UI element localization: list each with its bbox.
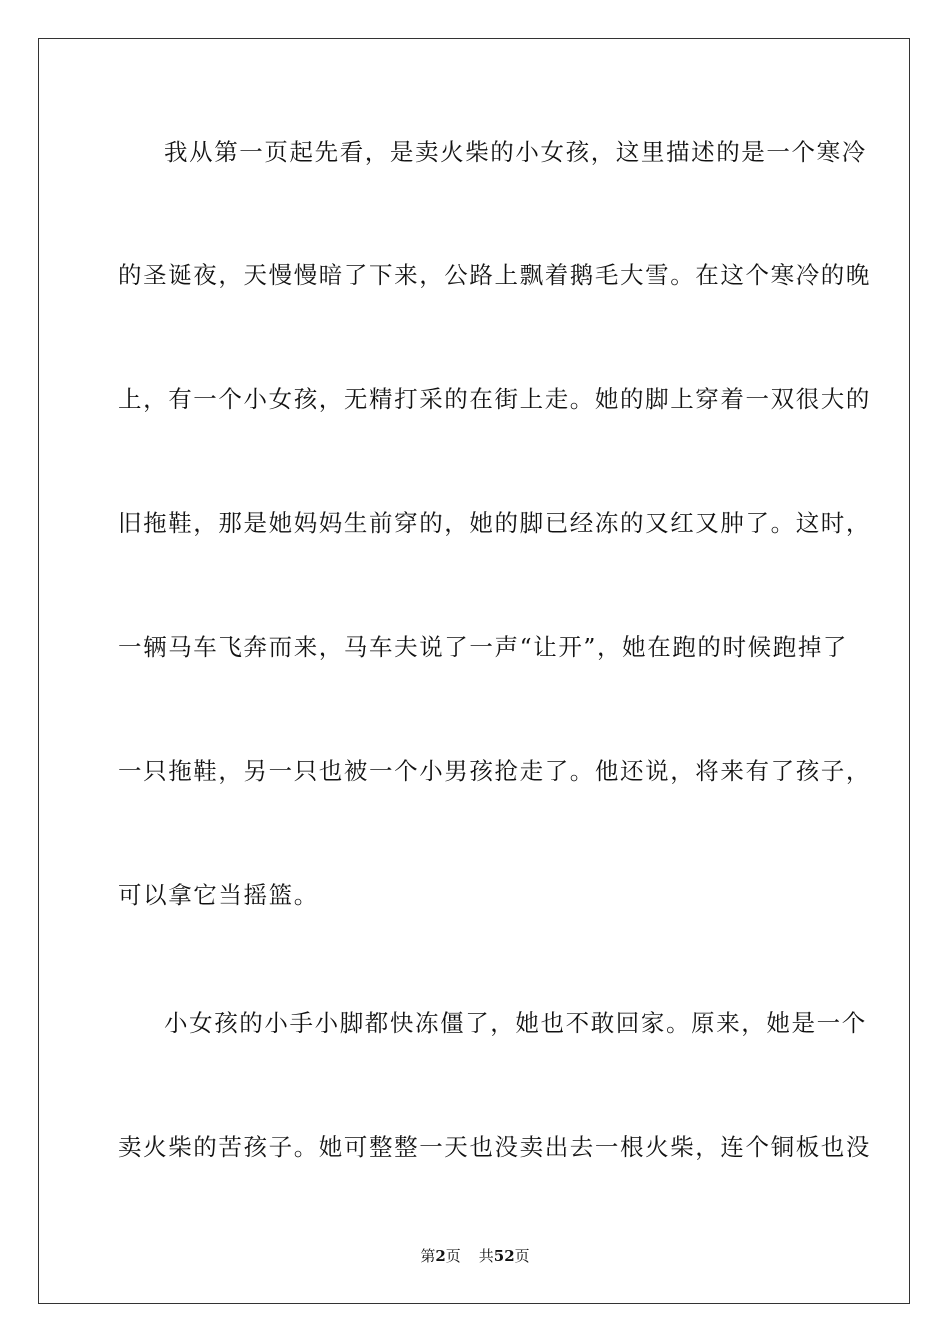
- page-footer: [0, 1246, 950, 1266]
- page-number: 2: [435, 1247, 446, 1265]
- total-prefix: 共: [478, 1247, 494, 1265]
- paragraph-1-line-5: 一辆马车飞奔而来，马车夫说了一声“让开”，她在跑的时候跑掉了: [118, 633, 849, 661]
- page-suffix: 页: [445, 1247, 461, 1265]
- paragraph-1-line-3: 上，有一个小女孩，无精打采的在街上走。她的脚上穿着一双很大的: [118, 385, 871, 413]
- paragraph-2-line-1: 小女孩的小手小脚都快冻僵了，她也不敢回家。原来，她是一个: [164, 1009, 867, 1037]
- total-pages: 52: [493, 1247, 515, 1265]
- paragraph-2-line-2: 卖火柴的苦孩子。她可整整一天也没卖出去一根火柴，连个铜板也没: [118, 1133, 871, 1161]
- paragraph-1-line-7: 可以拿它当摇篮。: [118, 881, 319, 909]
- paragraph-1-line-6: 一只拖鞋，另一只也被一个小男孩抢走了。他还说，将来有了孩子，: [118, 757, 871, 785]
- page-border: [38, 38, 910, 1304]
- paragraph-1-line-1: 我从第一页起先看，是卖火柴的小女孩，这里描述的是一个寒冷: [164, 138, 867, 166]
- paragraph-1-line-2: 的圣诞夜，天慢慢暗了下来，公路上飘着鹅毛大雪。在这个寒冷的晚: [118, 261, 871, 289]
- paragraph-1-line-4: 旧拖鞋，那是她妈妈生前穿的，她的脚已经冻的又红又肿了。这时，: [118, 509, 871, 537]
- page-prefix: 第: [420, 1247, 436, 1265]
- total-suffix: 页: [514, 1247, 530, 1265]
